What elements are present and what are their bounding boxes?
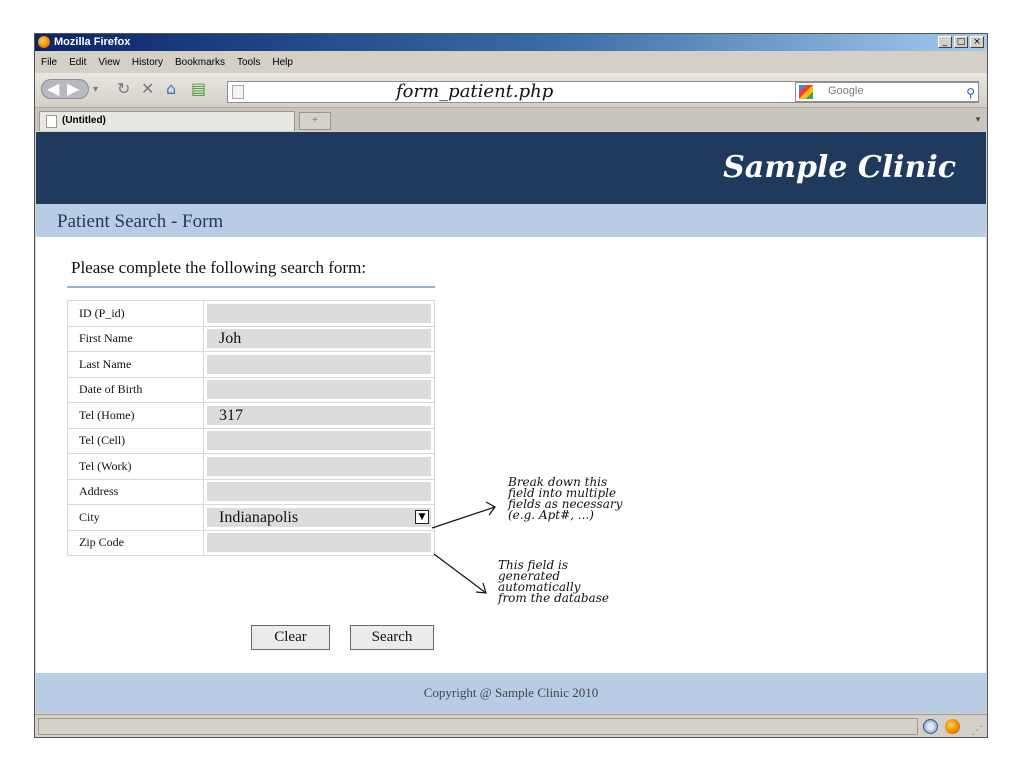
city-annotation: This field is generated automatically from the database xyxy=(498,558,609,605)
tel-home-input[interactable]: 317 xyxy=(207,406,431,425)
field-label-dob: Date of Birth xyxy=(68,377,204,403)
city-arrow xyxy=(434,554,486,593)
bookmark-add-icon[interactable]: ▤ xyxy=(191,79,207,98)
url-text[interactable]: form_patient.php xyxy=(396,81,554,102)
forward-arrow-icon[interactable]: ▶ xyxy=(67,79,80,98)
firefox-logo-icon xyxy=(38,36,50,48)
copyright-text: Copyright @ Sample Clinic 2010 xyxy=(423,685,599,700)
clear-button[interactable]: Clear xyxy=(251,625,330,650)
field-label-address: Address xyxy=(68,479,204,505)
back-forward-buttons[interactable] xyxy=(41,79,89,99)
field-label-zip: Zip Code xyxy=(68,530,204,556)
page-title: Patient Search - Form xyxy=(57,211,224,232)
new-tab-button[interactable]: + xyxy=(299,112,331,130)
stop-icon[interactable]: ✕ xyxy=(141,79,155,98)
field-label-tel-cell: Tel (Cell) xyxy=(68,428,204,454)
title-bar xyxy=(35,34,987,51)
caption-buttons xyxy=(938,36,984,48)
tab-untitled[interactable] xyxy=(39,111,295,131)
city-selected-value: Indianapolis xyxy=(219,508,299,526)
back-arrow-icon[interactable]: ◀ xyxy=(47,79,60,98)
menu-tools[interactable]: Tools xyxy=(237,56,261,68)
firefox-status-icon[interactable] xyxy=(945,719,960,734)
field-label-last-name: Last Name xyxy=(68,352,204,378)
page-content xyxy=(36,132,986,713)
google-icon[interactable] xyxy=(799,85,813,99)
field-label-id: ID (P_id) xyxy=(68,301,204,327)
performance-icon[interactable] xyxy=(923,719,938,734)
menu-view[interactable]: View xyxy=(98,56,120,68)
navigation-toolbar xyxy=(35,73,987,106)
magnifier-icon[interactable]: ⚲ xyxy=(966,86,975,100)
page-footer xyxy=(36,673,986,713)
tab-page-icon xyxy=(46,115,57,128)
field-label-tel-home: Tel (Home) xyxy=(68,403,204,429)
search-bar[interactable] xyxy=(795,82,979,102)
annotation-arrows xyxy=(36,132,986,713)
reload-icon[interactable]: ↻ xyxy=(117,79,131,98)
menu-edit[interactable]: Edit xyxy=(69,56,87,68)
field-label-tel-work: Tel (Work) xyxy=(68,454,204,480)
close-button[interactable]: × xyxy=(970,36,984,48)
chevron-down-icon[interactable]: ▼ xyxy=(415,510,429,524)
firefox-window xyxy=(34,33,988,738)
first-name-input[interactable]: Joh xyxy=(207,329,431,348)
window-title: Mozilla Firefox xyxy=(54,36,131,48)
resize-grip-icon[interactable]: ⋰ xyxy=(971,723,983,737)
address-annotation: Break down this field into multiple fields as necessary (e.g. Apt#, ...) xyxy=(508,475,623,522)
tab-list-icon[interactable]: ▾ xyxy=(975,114,981,124)
tab-label: (Untitled) xyxy=(62,115,106,126)
status-bar xyxy=(35,714,987,738)
menu-bar xyxy=(35,52,987,72)
address-arrow xyxy=(432,507,495,528)
tab-strip xyxy=(35,107,987,131)
search-button[interactable]: Search xyxy=(350,625,434,650)
menu-help[interactable]: Help xyxy=(272,56,293,68)
field-label-city: City xyxy=(68,505,204,531)
clinic-name: Sample Clinic xyxy=(723,150,956,185)
history-dropdown-icon[interactable]: ▾ xyxy=(93,84,99,95)
minimize-button[interactable]: _ xyxy=(938,36,952,48)
menu-bookmarks[interactable]: Bookmarks xyxy=(174,56,225,68)
status-text xyxy=(38,718,918,735)
field-label-first-name: First Name xyxy=(68,326,204,352)
maximize-button[interactable]: □ xyxy=(954,36,968,48)
menu-history[interactable]: History xyxy=(131,56,163,68)
search-placeholder: Google xyxy=(828,85,864,97)
home-icon[interactable]: ⌂ xyxy=(166,79,177,98)
menu-file[interactable]: File xyxy=(41,56,58,68)
form-instructions: Please complete the following search form: xyxy=(71,258,367,277)
page-icon xyxy=(232,85,244,99)
